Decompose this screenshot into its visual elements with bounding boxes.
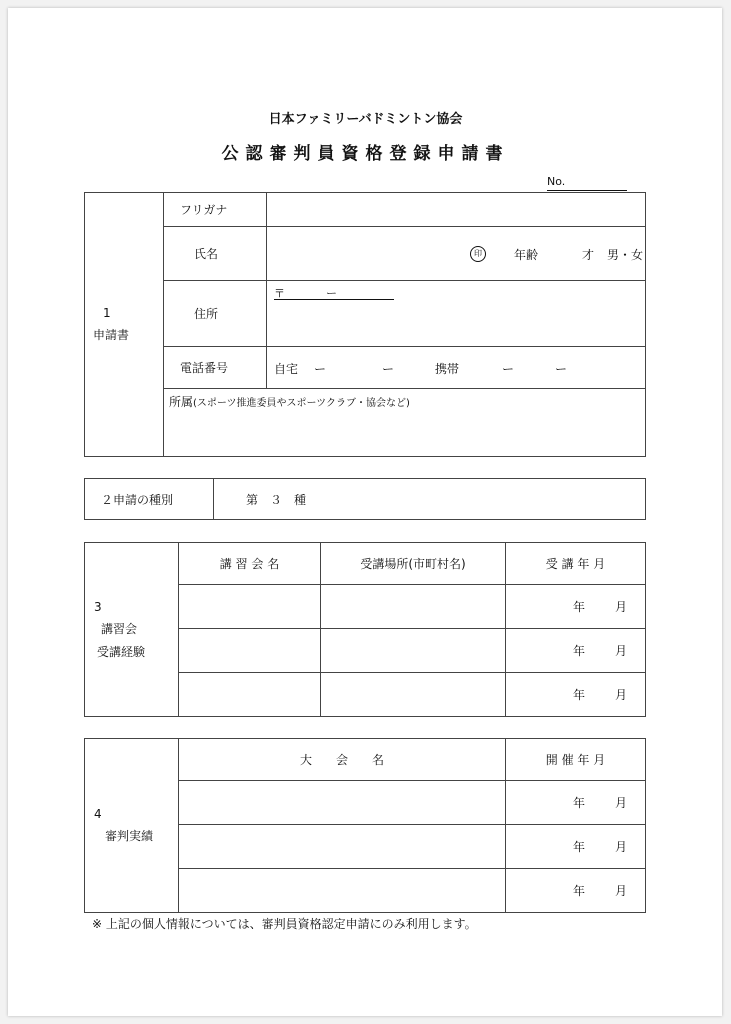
section1-label: 申請書 (93, 328, 130, 342)
number-field[interactable] (547, 175, 627, 191)
year-label: 年 (572, 884, 585, 898)
postal-mark: 〒 (274, 287, 285, 300)
tournament-name-cell[interactable] (179, 781, 506, 825)
month-label: 月 (614, 600, 627, 614)
affiliation-note: (スポーツ推進委員やスポーツクラブ・協会など) (193, 398, 410, 409)
postal-dash: ー (326, 287, 337, 300)
section1-number: 1 (103, 306, 111, 320)
seal-icon: 印 (470, 246, 486, 262)
attend-date-cell[interactable] (506, 585, 646, 629)
col-header-location: 受講場所(市町村名) (321, 543, 506, 585)
phone-label: 電話番号 (164, 347, 267, 389)
referee-record-table (84, 738, 646, 913)
year-label: 年 (572, 796, 585, 810)
month-label: 月 (614, 688, 627, 702)
name-field[interactable] (267, 227, 646, 281)
application-type-label: ２申請の種別 (85, 479, 214, 520)
month-label: 月 (614, 884, 627, 898)
year-label: 年 (572, 600, 585, 614)
section4-label-cell (85, 739, 179, 913)
tournament-name-cell[interactable] (179, 869, 506, 913)
mobile-dash-1: ー (502, 362, 515, 376)
year-label: 年 (572, 644, 585, 658)
affiliation-field[interactable] (164, 389, 646, 457)
col-header-attend-date: 受 講 年 月 (506, 543, 646, 585)
month-label: 月 (614, 796, 627, 810)
name-label: 氏名 (164, 227, 267, 281)
mobile-label: 携帯 (435, 362, 460, 376)
furigana-label: フリガナ (164, 193, 267, 227)
year-label: 年 (572, 688, 585, 702)
privacy-note: ※ 上記の個人情報については、審判員資格認定申請にのみ利用します。 (92, 917, 477, 931)
section3-number: 3 (94, 599, 102, 614)
training-history-table (84, 542, 646, 717)
location-cell[interactable] (321, 673, 506, 717)
held-date-cell[interactable] (506, 781, 646, 825)
col-header-course-name: 講 習 会 名 (179, 543, 321, 585)
held-date-cell[interactable] (506, 825, 646, 869)
organization-name: 日本ファミリーバドミントン協会 (268, 112, 463, 127)
held-date-cell[interactable] (506, 869, 646, 913)
age-label: 年齢 (514, 248, 539, 262)
month-label: 月 (614, 644, 627, 658)
attend-date-cell[interactable] (506, 629, 646, 673)
number-label: No. (547, 175, 566, 188)
col-header-tournament-name: 大 会 名 (179, 739, 506, 781)
mobile-dash-2: ー (555, 362, 568, 376)
application-type-value[interactable]: 第 ３ 種 (214, 479, 646, 520)
course-name-cell[interactable] (179, 673, 321, 717)
location-cell[interactable] (321, 585, 506, 629)
home-dash-1: ー (314, 362, 327, 376)
year-label: 年 (572, 840, 585, 854)
furigana-field[interactable] (267, 193, 646, 227)
course-name-cell[interactable] (179, 585, 321, 629)
address-label: 住所 (164, 281, 267, 347)
section3-label-line2: 受講経験 (97, 644, 146, 659)
section3-label-cell (85, 543, 179, 717)
attend-date-cell[interactable] (506, 673, 646, 717)
page-title: 公認審判員資格登録申請書 (221, 144, 510, 164)
gender-options: 男・女 (607, 248, 644, 262)
address-field[interactable] (267, 281, 646, 347)
tournament-name-cell[interactable] (179, 825, 506, 869)
age-unit: 才 (582, 248, 595, 262)
course-name-cell[interactable] (179, 629, 321, 673)
section1-label-cell (85, 193, 164, 457)
home-dash-2: ー (382, 362, 395, 376)
phone-field[interactable] (267, 347, 646, 389)
location-cell[interactable] (321, 629, 506, 673)
section4-label: 審判実績 (105, 829, 154, 843)
home-label: 自宅 (274, 362, 299, 376)
applicant-table (84, 192, 646, 457)
affiliation-label: 所属 (169, 395, 194, 409)
month-label: 月 (614, 840, 627, 854)
section3-label-line1: 講習会 (101, 621, 138, 636)
col-header-held-date: 開 催 年 月 (506, 739, 646, 781)
application-type-table (84, 478, 646, 520)
postal-code-line (274, 285, 394, 300)
section4-number: 4 (94, 807, 102, 821)
